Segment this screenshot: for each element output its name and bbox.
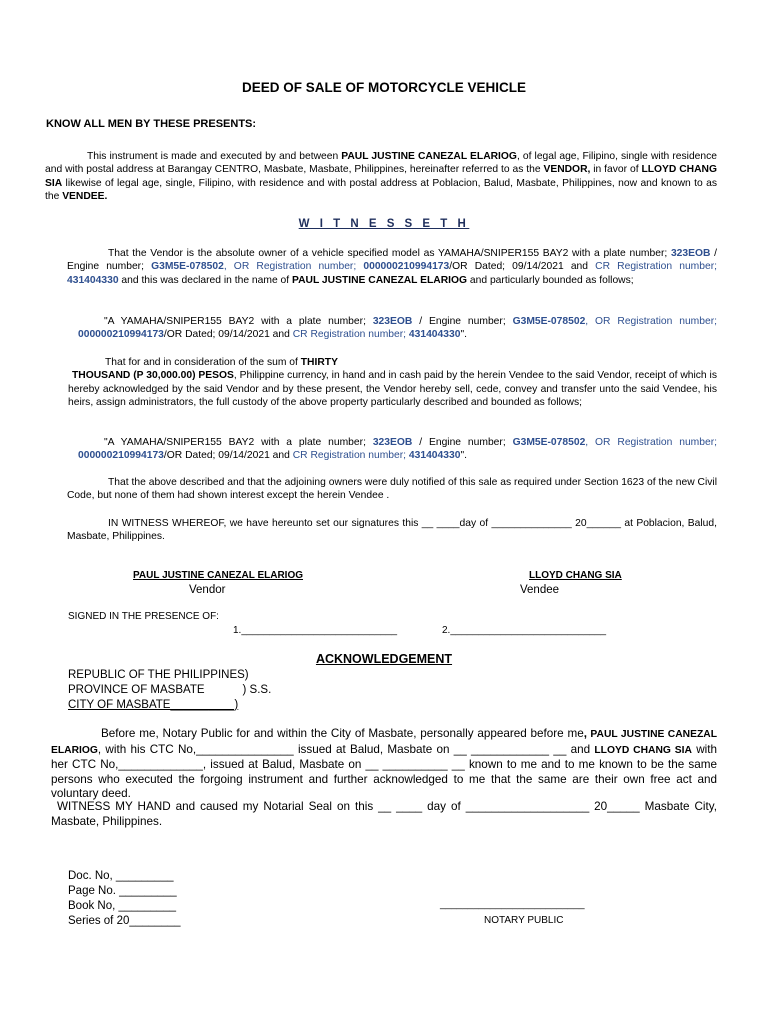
text-run: /OR Dated; 09/14/2021 and	[163, 329, 293, 341]
consideration-paragraph	[68, 356, 717, 410]
text-run: That for and in consideration of the sum of	[105, 357, 301, 368]
ctc-blank-2[interactable]: _____________	[118, 758, 203, 772]
text-run: Before me, Notary Public for and within the City of Masbate, personally appeared before me	[101, 727, 584, 740]
witness-1-line[interactable]: 1.____________________________	[233, 625, 398, 636]
intro-paragraph	[45, 150, 717, 204]
text-run: /OR Dated; 09/14/2021 and	[449, 261, 596, 273]
or-number: 000000210994173	[363, 261, 450, 273]
vendee-name: LLOYD CHANG SIA	[45, 164, 717, 189]
amount-value: THOUSAND (P 30,000.00) PESOS	[72, 370, 234, 382]
notary-signature-line[interactable]: __________________________	[440, 899, 585, 910]
vendee-name: LLOYD CHANG SIA	[594, 744, 692, 756]
text-run: , OR Registration number;	[585, 316, 717, 327]
text-run: and particularly bounded as follows;	[467, 274, 634, 286]
text-run: CR Registration number;	[595, 261, 718, 273]
day-blank[interactable]: __ ____	[421, 518, 460, 529]
page-number[interactable]: Page No. _________	[68, 885, 177, 897]
text-run: ,	[583, 727, 587, 740]
text-run: and	[566, 742, 595, 756]
amount-words: THIRTY	[300, 357, 338, 368]
text-run: ".	[460, 450, 467, 462]
text-run: known to me and to me known to be the same persons who executed the forgoing instrument and further acknowledged to me that the same are their own free act and voluntary deed.	[51, 758, 717, 801]
text-run: in favor of	[590, 164, 642, 176]
cr-number: 431404330	[408, 329, 461, 341]
text-run: issued at Balud, Masbate on	[293, 742, 454, 756]
text-run: 20	[571, 518, 587, 529]
text-run: day of	[459, 518, 492, 529]
text-run: , with his CTC No,	[97, 742, 197, 756]
text-run: at Poblacion, Balud, Masbate, Philippines.	[67, 518, 718, 543]
signed-presence-label: SIGNED IN THE PRESENCE OF:	[68, 611, 219, 622]
text-run: , of legal age, Filipino, single with residence and with postal address at Barangay CENTRO, Masbate, Masbate, Philippines, hereinafter referred to as the	[45, 151, 717, 176]
notary-public-label: NOTARY PUBLIC	[484, 915, 564, 926]
text-run: That the Vendor is the absolute owner of a vehicle specified model as YAMAHA/SNIPER155 BAY2 with a plate number;	[108, 248, 671, 259]
text-run: , OR Registration number;	[585, 437, 717, 448]
text-run: / Engine number;	[412, 316, 513, 327]
engine-number: G3M5E-078502	[151, 261, 224, 273]
vendee-role: Vendee	[520, 584, 560, 596]
city-line: CITY OF MASBATE__________)	[68, 699, 239, 711]
text-run: , Philippine currency, in hand and in cash paid by the herein Vendee to the said Vendor, receipt of which is hereby acknowledged by the said Vendor and by these present, the Vendor hereby sell, cede, convey and transfer unto the said Vendee, his heirs, assign administrators, the full custody of the above property particularly described and bounded as follows;	[68, 370, 717, 409]
series-number[interactable]: Series of 20________	[68, 915, 181, 927]
vehicle-description-2	[78, 436, 717, 463]
text-run: /OR Dated; 09/14/2021 and	[163, 450, 293, 462]
witness-2-line[interactable]: 2.____________________________	[442, 625, 607, 636]
doc-number[interactable]: Doc. No, _________	[68, 870, 174, 882]
vendor-name: PAUL JUSTINE CANEZAL ELARIOG	[341, 151, 517, 162]
text-run: "A YAMAHA/SNIPER155 BAY2 with a plate number;	[104, 316, 373, 327]
plate-number: 323EOB	[372, 437, 413, 448]
text-run: / Engine number;	[412, 437, 513, 448]
intro-heading: KNOW ALL MEN BY THESE PRESENTS:	[46, 118, 257, 130]
province-text: PROVINCE OF MASBATE	[68, 684, 205, 696]
cr-number: 431404330	[408, 450, 461, 462]
year-blank[interactable]: ______	[586, 518, 621, 529]
text-run: and this was declared in the name of	[118, 274, 292, 286]
vendor-name: PAUL JUSTINE CANEZAL ELARIOG	[291, 274, 468, 286]
ownership-paragraph	[67, 247, 717, 287]
witnesseth-heading: W I T N E S S E T H	[298, 218, 470, 230]
text-run: CR Registration number;	[292, 450, 409, 462]
vendor-signature-name: PAUL JUSTINE CANEZAL ELARIOG	[133, 570, 304, 581]
ctc-blank-1[interactable]: _______________	[196, 742, 294, 756]
engine-number: G3M5E-078502	[512, 437, 586, 448]
document-title: DEED OF SALE OF MOTORCYCLE VEHICLE	[241, 80, 527, 95]
text-run: CR Registration number;	[292, 329, 409, 341]
ss-text: ) S.S.	[242, 684, 272, 696]
text-run: , issued at Balud, Masbate on	[202, 758, 366, 772]
plate-number: 323EOB	[372, 316, 413, 327]
text-run: , OR Registration number;	[223, 261, 364, 273]
vendor-label: VENDOR,	[543, 164, 591, 176]
province-line	[68, 683, 271, 698]
notarial-seal-paragraph: WITNESS MY HAND and caused my Notarial Seal on this __ ____ day of ___________________ 20_____ Masbate City, Masbate, Philippines.	[51, 800, 717, 828]
cr-number: 431404330	[67, 274, 119, 286]
acknowledgement-paragraph	[51, 727, 717, 802]
engine-number: G3M5E-078502	[512, 316, 586, 327]
text-run: ".	[460, 329, 467, 341]
text-run: This instrument is made and executed by and between	[87, 151, 342, 162]
vendee-label: VENDEE.	[62, 191, 108, 203]
vendor-name: PAUL JUSTINE CANEZAL ELARIOG	[51, 729, 718, 756]
text-run: / Engine number;	[67, 248, 717, 273]
vendee-signature-name: LLOYD CHANG SIA	[529, 570, 622, 581]
acknowledgement-heading: ACKNOWLEDGEMENT	[315, 652, 453, 666]
text-run: "A YAMAHA/SNIPER155 BAY2 with a plate number;	[104, 437, 373, 448]
text-run: IN WITNESS WHEREOF, we have hereunto set our signatures this	[108, 518, 422, 529]
notification-paragraph: That the above described and that the adjoining owners were duly notified of this sale as required under Section 1623 of the new Civil Code, but none of them had shown interest except the herein Vendee .	[67, 477, 717, 502]
date-blank-1[interactable]: __ ____________ __	[453, 742, 567, 756]
month-blank[interactable]: ______________	[491, 518, 572, 529]
vehicle-description-1	[78, 315, 717, 342]
or-number: 000000210994173	[78, 329, 164, 341]
text-run: with her CTC No,	[51, 742, 717, 772]
plate-number: 323EOB	[670, 248, 711, 259]
or-number: 000000210994173	[78, 450, 164, 462]
book-number[interactable]: Book No, _________	[68, 900, 177, 912]
witness-whereof-paragraph	[67, 517, 717, 544]
vendor-role: Vendor	[189, 584, 226, 596]
date-blank-2[interactable]: __ __________ __	[365, 758, 465, 772]
republic-line: REPUBLIC OF THE PHILIPPINES)	[68, 669, 249, 681]
text-run: likewise of legal age, single, Filipino, with residence and with postal address at Poblacion, Balud, Masbate, Philippines, now and known to as the	[45, 177, 717, 203]
